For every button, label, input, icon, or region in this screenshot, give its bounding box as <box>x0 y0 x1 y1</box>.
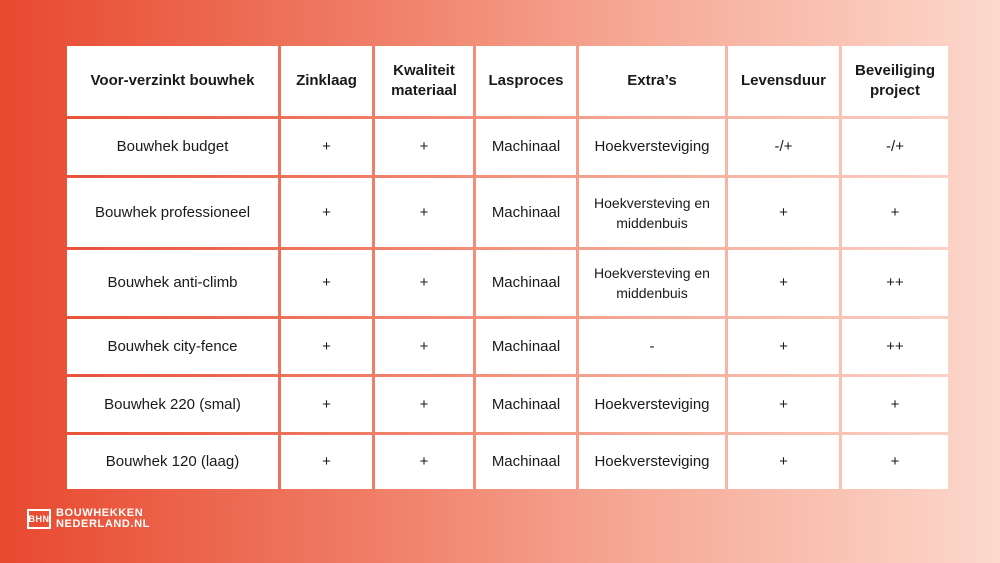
table-cell: + <box>375 178 473 247</box>
table-cell: + <box>375 319 473 374</box>
table-cell: + <box>728 178 839 247</box>
table-cell: + <box>281 377 372 432</box>
table-cell: -/+ <box>842 119 948 175</box>
table-cell: Hoekversteving en middenbuis <box>579 178 725 247</box>
header-extras: Extra’s <box>579 46 725 116</box>
table-cell: Bouwhek professioneel <box>67 178 278 247</box>
table-cell: Hoekversteviging <box>579 119 725 175</box>
table-cell: + <box>728 377 839 432</box>
logo-line-1: BOUWHEKKEN <box>56 507 144 519</box>
brand-logo <box>27 508 150 530</box>
table-cell: Machinaal <box>476 119 576 175</box>
header-product: Voor-verzinkt bouwhek <box>67 46 278 116</box>
table-cell: + <box>842 435 948 489</box>
header-beveiliging: Beveiliging project <box>842 46 948 116</box>
header-kwaliteit: Kwaliteit materiaal <box>375 46 473 116</box>
table-cell: Hoekversteving en middenbuis <box>579 250 725 316</box>
table-cell: + <box>375 119 473 175</box>
table-cell: ++ <box>842 319 948 374</box>
table-cell: Machinaal <box>476 319 576 374</box>
table-cell: - <box>579 319 725 374</box>
table-cell: + <box>375 435 473 489</box>
table-cell: ++ <box>842 250 948 316</box>
table-cell: Bouwhek city-fence <box>67 319 278 374</box>
table-cell: + <box>281 119 372 175</box>
table-cell: + <box>728 319 839 374</box>
table-cell: + <box>842 377 948 432</box>
logo-line-2: NEDERLAND.NL <box>56 518 150 530</box>
table-cell: Machinaal <box>476 377 576 432</box>
table-cell: + <box>281 178 372 247</box>
table-cell: Hoekversteviging <box>579 435 725 489</box>
logo-text <box>56 508 150 530</box>
table-cell: Bouwhek 120 (laag) <box>67 435 278 489</box>
table-cell: + <box>375 377 473 432</box>
table-cell: + <box>281 435 372 489</box>
header-lasproces: Lasproces <box>476 46 576 116</box>
table-cell: Hoekversteviging <box>579 377 725 432</box>
table-cell: Bouwhek budget <box>67 119 278 175</box>
header-zinklaag: Zinklaag <box>281 46 372 116</box>
table-cell: Bouwhek 220 (smal) <box>67 377 278 432</box>
comparison-table <box>67 46 948 489</box>
table-cell: Bouwhek anti-climb <box>67 250 278 316</box>
table-cell: + <box>281 319 372 374</box>
logo-mark: BHN <box>27 509 51 529</box>
header-levensduur: Levensduur <box>728 46 839 116</box>
table-cell: Machinaal <box>476 435 576 489</box>
table-cell: Machinaal <box>476 178 576 247</box>
table-cell: + <box>842 178 948 247</box>
table-cell: + <box>728 250 839 316</box>
table-cell: + <box>375 250 473 316</box>
table-cell: -/+ <box>728 119 839 175</box>
table-cell: Machinaal <box>476 250 576 316</box>
table-cell: + <box>728 435 839 489</box>
table-cell: + <box>281 250 372 316</box>
